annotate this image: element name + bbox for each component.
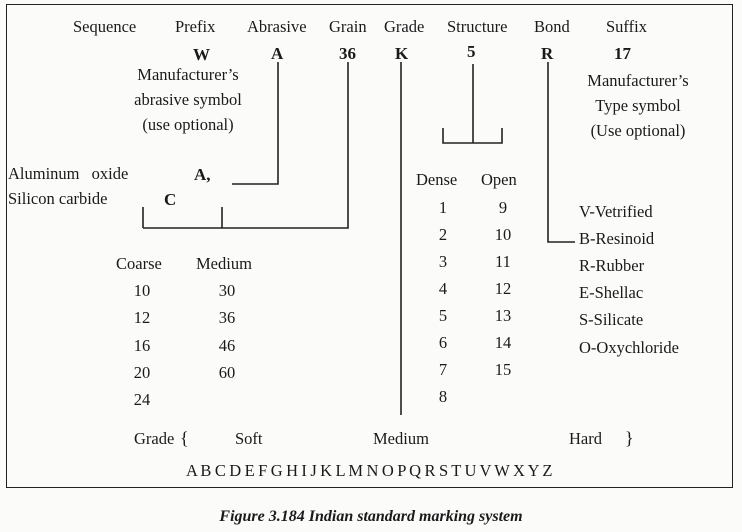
structure-dense-value: 6 <box>438 333 448 352</box>
header-bond: Bond <box>534 17 570 36</box>
note-type-line1: Manufacturer’s <box>587 71 689 90</box>
grain-medium-value: 46 <box>218 336 236 355</box>
structure-open-value: 9 <box>498 198 508 217</box>
grain-coarse-value: 10 <box>133 281 151 300</box>
bond-type: R-Rubber <box>579 256 645 275</box>
grade-medium-label: Medium <box>373 429 429 448</box>
grain-medium-value: 36 <box>218 308 236 327</box>
header-grade: Grade <box>384 17 425 36</box>
bond-type: S-Silicate <box>579 310 644 329</box>
bond-type: B-Resinoid <box>579 229 655 248</box>
header-grain: Grain <box>329 17 367 36</box>
structure-dense-value: 3 <box>438 252 448 271</box>
structure-dense-value: 2 <box>438 225 448 244</box>
note-type-line2: Type symbol <box>595 96 681 115</box>
structure-open-value: 15 <box>494 360 512 379</box>
note-abrasive-line3: (use optional) <box>142 115 234 134</box>
note-abrasive-line2: abrasive symbol <box>134 90 242 109</box>
note-abrasive-line1: Manufacturer’s <box>137 65 239 84</box>
code-prefix: W <box>193 45 210 64</box>
code-grade: K <box>395 44 409 63</box>
structure-dense-value: 8 <box>438 387 448 406</box>
header-prefix: Prefix <box>175 17 216 36</box>
header-abrasive: Abrasive <box>247 17 307 36</box>
bond-type: V-Vetrified <box>579 202 653 221</box>
silicon-carbide-label: Silicon carbide <box>8 189 108 208</box>
header-structure: Structure <box>447 17 508 36</box>
structure-dense-header: Dense <box>416 170 458 189</box>
structure-open-value: 11 <box>495 252 511 271</box>
figure-caption: Figure 3.184 Indian standard marking system <box>219 508 523 525</box>
structure-open-value: 14 <box>494 333 512 352</box>
bond-type: E-Shellac <box>579 283 644 302</box>
header-sequence: Sequence <box>73 17 137 36</box>
code-structure: 5 <box>467 42 476 61</box>
structure-dense-value: 5 <box>438 306 448 325</box>
structure-open-header: Open <box>481 170 517 189</box>
silicon-carbide-code: C <box>164 190 177 209</box>
note-type-line3: (Use optional) <box>590 121 686 140</box>
bond-type: O-Oxychloride <box>579 338 679 357</box>
aluminum-oxide-code: A, <box>194 165 211 184</box>
structure-open-value: 13 <box>494 306 512 325</box>
grain-coarse-value: 12 <box>133 308 151 327</box>
grade-hard-label: Hard <box>569 429 602 448</box>
header-suffix: Suffix <box>606 17 647 36</box>
code-bond: R <box>541 44 554 63</box>
grade-soft-label: Soft <box>235 429 263 448</box>
grade-close-brace: } <box>625 428 634 448</box>
code-suffix: 17 <box>614 44 631 63</box>
grain-coarse-value: 24 <box>133 390 151 409</box>
structure-open-value: 10 <box>494 225 512 244</box>
structure-dense-value: 1 <box>438 198 448 217</box>
grade-scale-label: Grade <box>134 429 175 448</box>
grain-medium-header: Medium <box>196 254 252 273</box>
grain-medium-value: 60 <box>218 363 236 382</box>
aluminum-oxide-label: Aluminum oxide <box>8 164 129 183</box>
grade-open-brace: { <box>180 428 189 448</box>
grain-medium-value: 30 <box>218 281 236 300</box>
code-grain: 36 <box>339 44 356 63</box>
grain-coarse-value: 16 <box>133 336 151 355</box>
grade-letters: A B C D E F G H I J K L M N O P Q R S T U V W X Y Z <box>186 461 553 480</box>
grain-coarse-value: 20 <box>133 363 151 382</box>
grain-coarse-header: Coarse <box>116 254 162 273</box>
structure-open-value: 12 <box>494 279 512 298</box>
structure-dense-value: 4 <box>438 279 448 298</box>
structure-dense-value: 7 <box>438 360 448 379</box>
code-abrasive: A <box>271 44 284 63</box>
